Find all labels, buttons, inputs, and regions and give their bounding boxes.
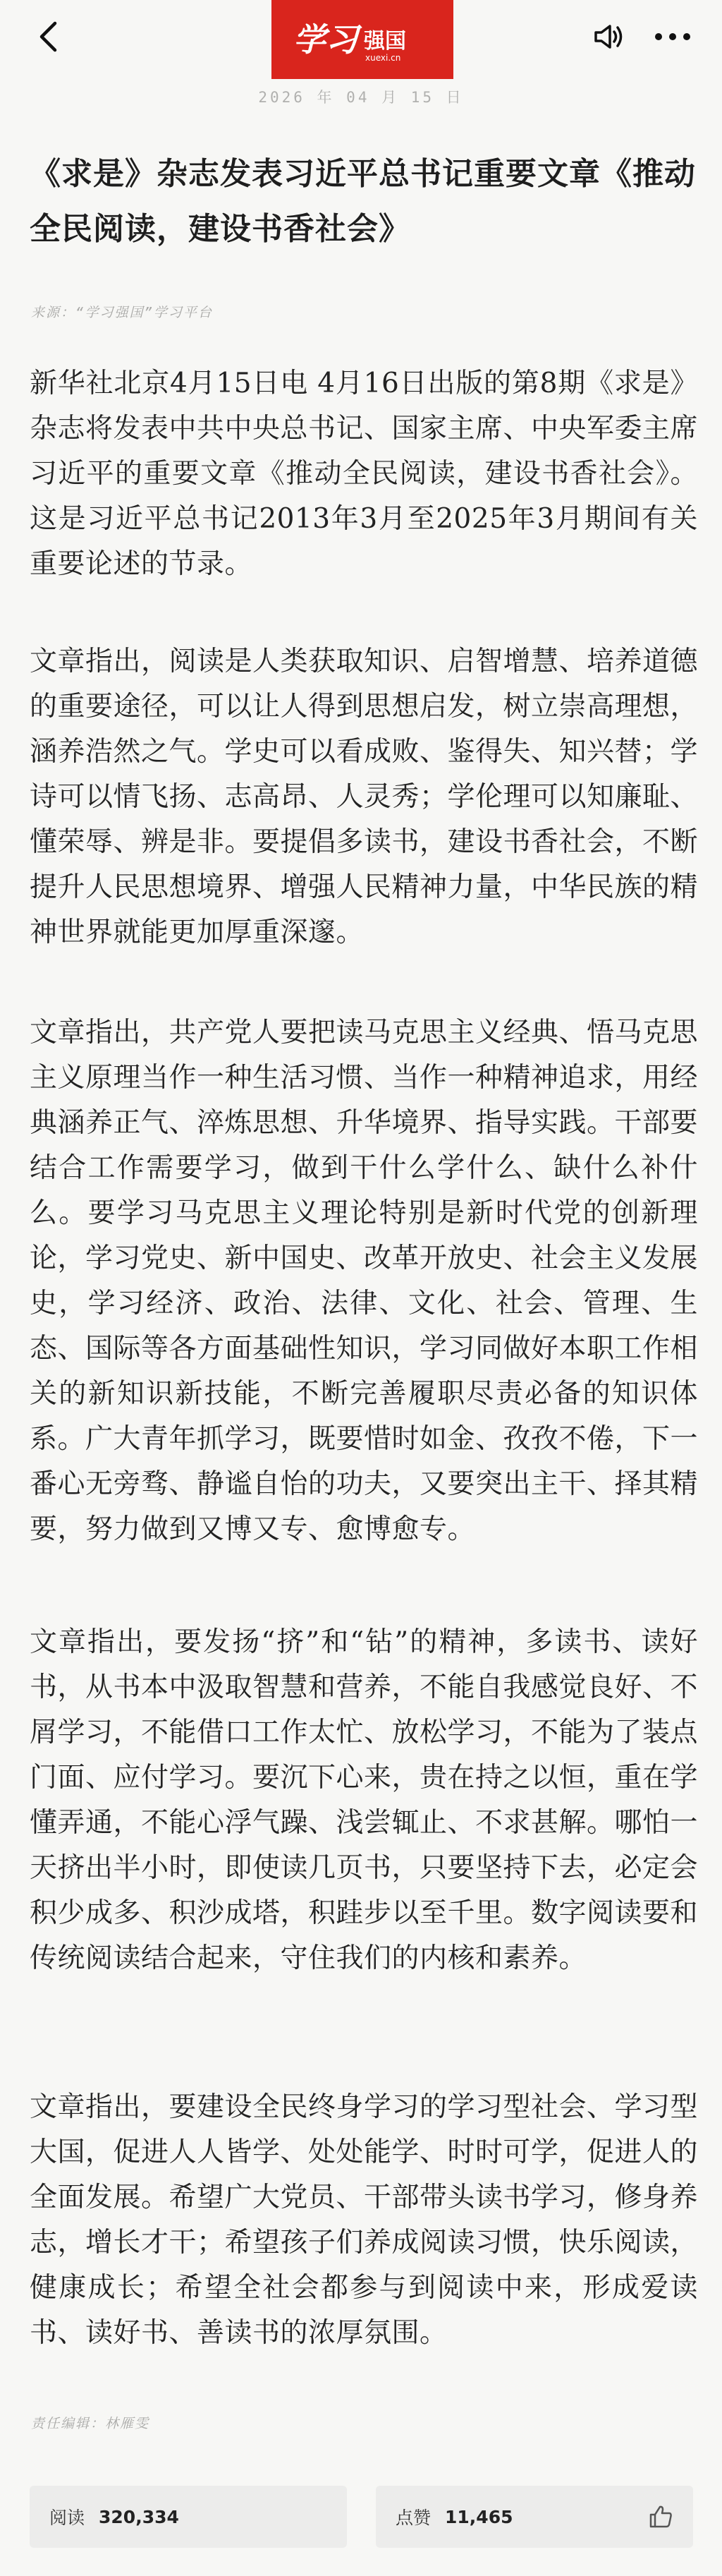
more-dots-icon bbox=[654, 32, 691, 41]
reads-label: 阅读 bbox=[49, 2508, 85, 2528]
back-button[interactable] bbox=[27, 16, 69, 58]
article-paragraph-5: 文章指出，要建设全民终身学习的学习型社会、学习型大国，促进人人皆学、处处能学、时时可学，促进人的全面发展。希望广大党员、干部带头读书学习，修身养志，增长才干；希望孩子们养成阅读习惯，快乐阅读，健康成长；希望全社会都参与到阅读中来，形成爱读书、读好书、善读书的浓厚氛围。 bbox=[30, 2091, 699, 2349]
responsible-editor: 责任编辑：林雁雯 bbox=[31, 2416, 150, 2431]
svg-text:强国: 强国 bbox=[364, 29, 406, 54]
article-paragraph-3: 文章指出，共产党人要把读马克思主义经典、悟马克思主义原理当作一种生活习惯、当作一种精神追求，用经典涵养正气、淬炼思想、升华境界、指导实践。干部要结合工作需要学习，做到干什么学什么、缺什么补什么。要学习马克思主义理论特别是新时代党的创新理论，学习党史、新中国史、改革开放史、社会主义发展史，学习经济、政治、法律、文化、社会、管理、生态、国际等各方面基础性知识，学习同做好本职工作相关的新知识新技能，不断完善履职尽责必备的知识体系。广大青年抓学习，既要惜时如金、孜孜不倦，下一番心无旁骛、静谧自怡的功夫，又要突出主干、择其精要，努力做到又博又专、愈博愈专。 bbox=[30, 1017, 699, 1545]
reads-value: 320,334 bbox=[99, 2506, 179, 2527]
svg-text:xuexi.cn: xuexi.cn bbox=[365, 53, 401, 63]
article-paragraph-1: 新华社北京4月15日电 4月16日出版的第8期《求是》杂志将发表中共中央总书记、国家主席、中央军委主席习近平的重要文章《推动全民阅读，建设书香社会》。这是习近平总书记2013年3月至2025年3月期间有关重要论述的节录。 bbox=[30, 368, 699, 580]
speaker-icon bbox=[593, 23, 625, 51]
likes-value: 11,465 bbox=[445, 2506, 513, 2527]
read-aloud-button[interactable] bbox=[587, 14, 632, 59]
thumbs-up-icon[interactable] bbox=[648, 2504, 673, 2529]
back-arrow-icon bbox=[37, 20, 59, 53]
reads-counter bbox=[30, 2486, 347, 2548]
article-paragraph-2: 文章指出，阅读是人类获取知识、启智增慧、培养道德的重要途径，可以让人得到思想启发，树立崇高理想，涵养浩然之气。学史可以看成败、鉴得失、知兴替；学诗可以情飞扬、志高昂、人灵秀；学伦理可以知廉耻、懂荣辱、辨是非。要提倡多读书，建设书香社会，不断提升人民思想境界、增强人民精神力量，中华民族的精神世界就能更加厚重深邃。 bbox=[30, 646, 699, 948]
article-title: 《求是》杂志发表习近平总书记重要文章《推动全民阅读，建设书香社会》 bbox=[30, 156, 696, 247]
likes-label: 点赞 bbox=[396, 2508, 432, 2528]
xuexi-logo bbox=[271, 0, 453, 79]
top-bar bbox=[0, 0, 722, 134]
article-source: 来源：“学习强国”学习平台 bbox=[31, 305, 213, 320]
article-paragraph-4: 文章指出，要发扬“挤”和“钻”的精神，多读书、读好书，从书本中汲取智慧和营养，不能自我感觉良好、不屑学习，不能借口工作太忙、放松学习，不能为了装点门面、应付学习。要沉下心来，贵在持之以恒，重在学懂弄通，不能心浮气躁、浅尝辄止、不求甚解。哪怕一天挤出半小时，即使读几页书，只要坚持下去，必定会积少成多、积沙成塔，积跬步以至千里。数字阅读要和传统阅读结合起来，守住我们的内核和素养。 bbox=[30, 1626, 699, 1974]
logo-mark bbox=[285, 11, 440, 68]
like-button[interactable] bbox=[376, 2486, 693, 2548]
publish-date: 2026 年 04 月 15 日 bbox=[258, 89, 464, 106]
svg-text:学习: 学习 bbox=[293, 20, 358, 59]
more-options-button[interactable] bbox=[647, 14, 698, 59]
